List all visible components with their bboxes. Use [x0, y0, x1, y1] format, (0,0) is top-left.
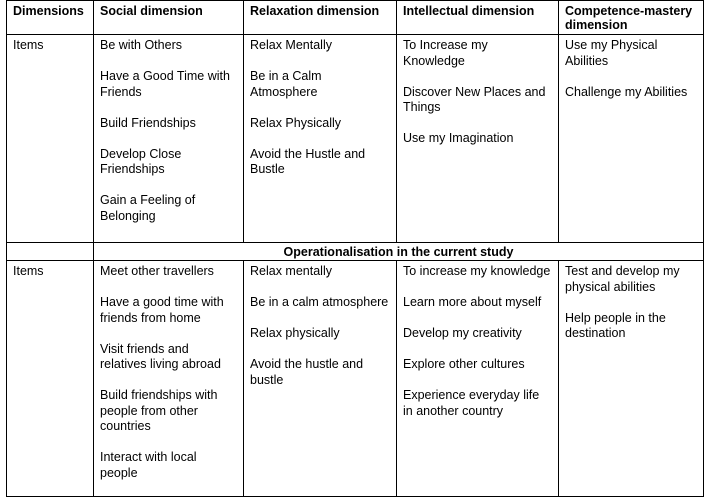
list-item: Be in a Calm Atmosphere — [250, 69, 322, 99]
original-relaxation-cell — [244, 35, 397, 243]
original-items-row — [7, 35, 704, 243]
current-intellectual-cell — [397, 261, 559, 497]
list-item: Build Friendships — [100, 115, 196, 130]
current-social-cell — [94, 261, 244, 497]
current-competence-cell — [559, 261, 704, 497]
header-social: Social dimension — [94, 1, 244, 35]
list-item: Relax Physically — [250, 115, 342, 130]
current-items-row — [7, 261, 704, 497]
original-intellectual-cell — [397, 35, 559, 243]
list-item: To increase my knowledge — [403, 264, 551, 278]
list-item: Build friendships with people from other countries — [100, 388, 218, 433]
list-item: Be with Others — [100, 38, 182, 52]
list-item: Use my Physical Abilities — [565, 38, 658, 68]
list-item: Use my Imagination — [403, 131, 514, 145]
list-item: Challenge my Abilities — [565, 84, 688, 99]
section-title: Operationalisation in the current study — [94, 243, 704, 261]
list-item: Discover New Places and Things — [403, 84, 546, 114]
original-items-label: Items — [7, 35, 94, 243]
list-item: Experience everyday life in another country — [403, 388, 540, 418]
list-item: Meet other travellers — [100, 264, 214, 278]
list-item: Visit friends and relatives living abroad — [100, 341, 221, 371]
list-item: Help people in the destination — [565, 310, 666, 340]
list-item: To Increase my Knowledge — [403, 38, 488, 68]
header-dimensions: Dimensions — [7, 1, 94, 35]
list-item: Interact with local people — [100, 450, 197, 480]
current-items-label: Items — [7, 261, 94, 497]
list-item: Be in a calm atmosphere — [250, 295, 389, 309]
original-social-cell — [94, 35, 244, 243]
list-item: Develop my creativity — [403, 326, 522, 340]
list-item: Have a good time with friends from home — [100, 295, 224, 325]
header-competence: Competence-mastery dimension — [559, 1, 704, 35]
list-item: Learn more about myself — [403, 295, 542, 309]
list-item: Relax Mentally — [250, 38, 332, 52]
list-item: Gain a Feeling of Belonging — [100, 193, 196, 223]
header-row — [7, 1, 704, 35]
list-item: Avoid the hustle and bustle — [250, 357, 364, 387]
current-relaxation-cell — [244, 261, 397, 497]
list-item: Test and develop my physical abilities — [565, 264, 680, 294]
list-item: Develop Close Friendships — [100, 146, 182, 176]
section-title-row — [7, 243, 704, 261]
original-competence-cell — [559, 35, 704, 243]
dimensions-table — [6, 0, 704, 497]
header-intellectual: Intellectual dimension — [397, 1, 559, 35]
list-item: Have a Good Time with Friends — [100, 69, 230, 99]
section-title-spacer — [7, 243, 94, 261]
header-relaxation: Relaxation dimension — [244, 1, 397, 35]
list-item: Relax physically — [250, 326, 340, 340]
list-item: Relax mentally — [250, 264, 332, 278]
list-item: Explore other cultures — [403, 357, 525, 371]
list-item: Avoid the Hustle and Bustle — [250, 146, 366, 176]
